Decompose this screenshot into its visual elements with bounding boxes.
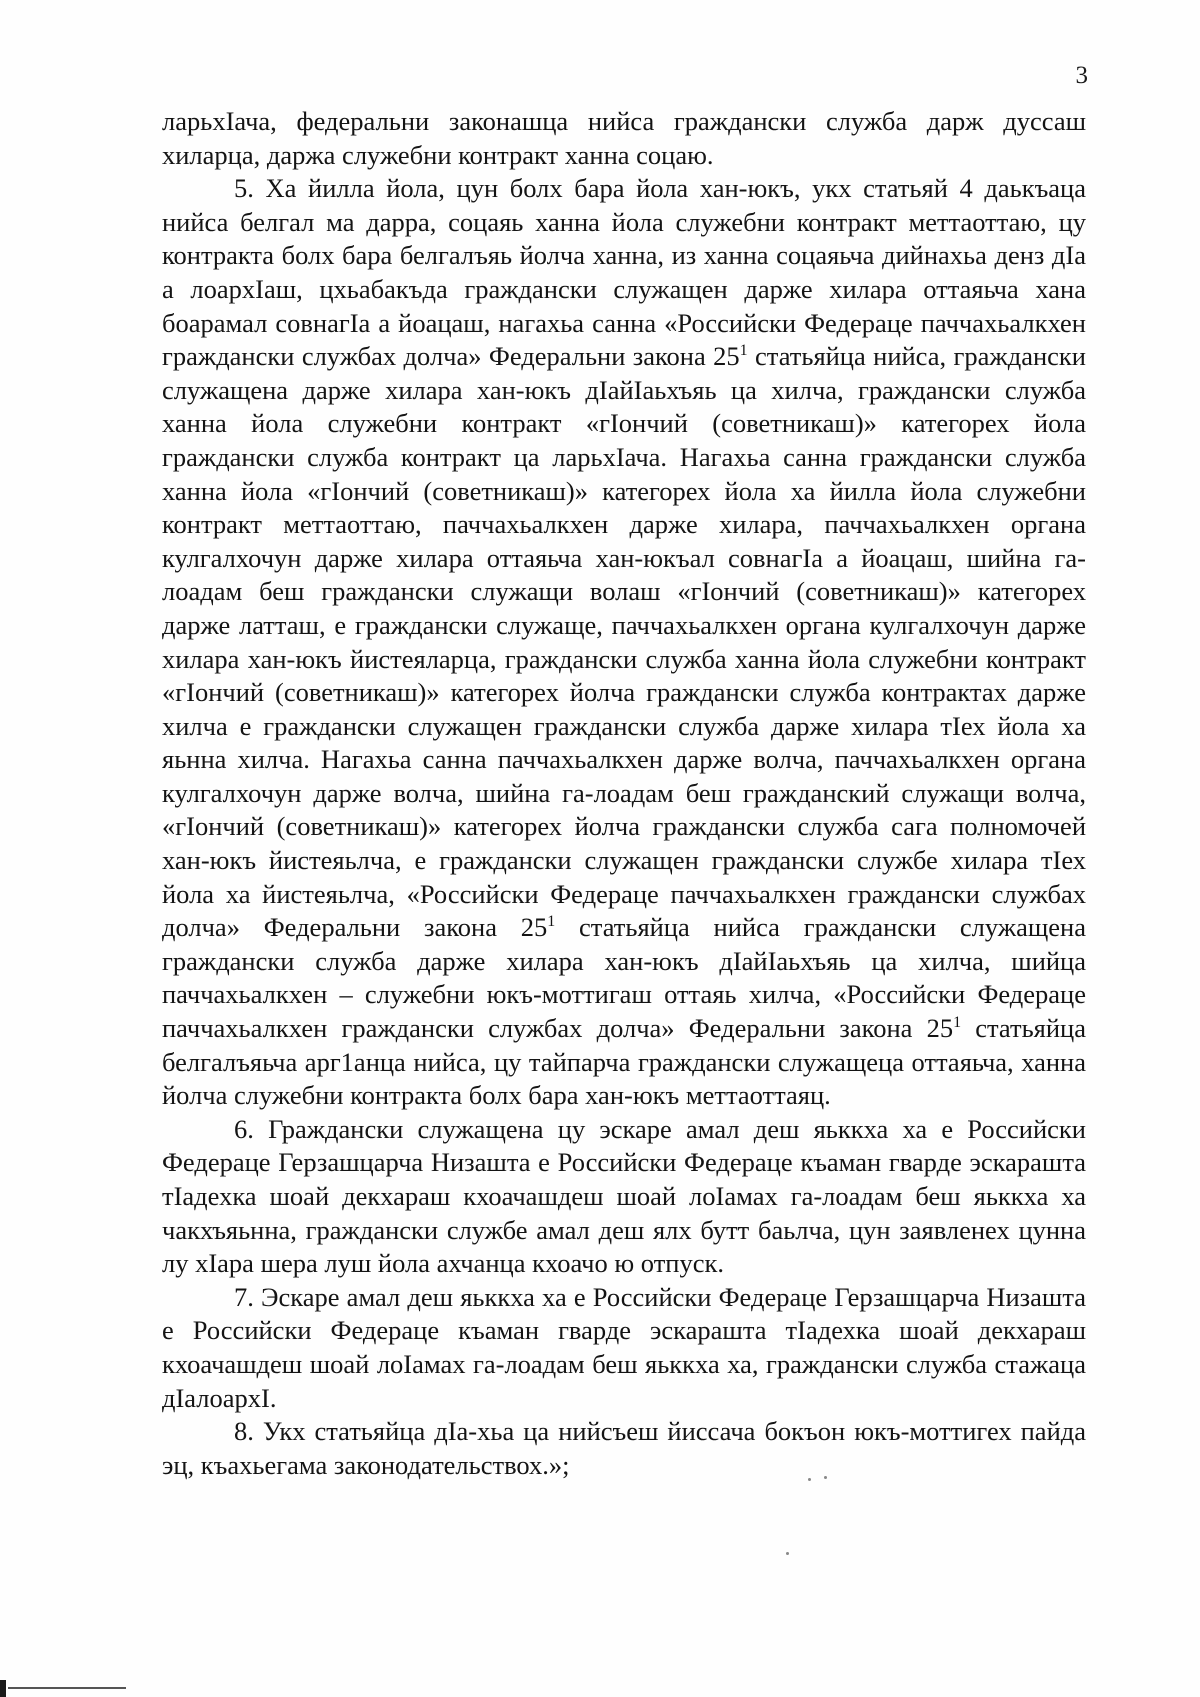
paragraph-segment: статьяйца нийса граждански служащена граждански служба дарже хилара хан-юкъ дIайIаьхъяь ца хилча, шийца паччахьалкхен – служебни юкъ-моттигаш оттаяь хилча, «Российски Федераце паччахьалкхен граждански службах долча» Федеральни закона 25 xyxy=(162,912,1086,1044)
paragraph-segment: 5. Ха йилла йола, цун болх бара йола хан-юкъ, укх статьяй 4 даькъаца нийса белгал ма дарра, соцаяь ханна йола служебни контракт меттаоттаю, цу контракта болх бара белгалъяь йолча ханна, из ханна соцаяьча дийнахьа денз дIа а лоархIаш, цхьабакъда граждански служащен дарже хилара оттаяьча хана боарамал совнагIа а йоацаш, нагахьа санна «Российски Федераце паччахьалкхен граждански службах долча» Федеральни закона 25 xyxy=(162,173,1086,372)
paragraph-item-6: 6. Граждански служащена цу эскаре амал деш яьккха ха е Российски Федераце Герзашцарча Низашта е Российски Федераце къаман гварде эскарашта тIадехка шоай декхараш кхоачашдеш шоай лоIамах га-лоадам беш яьккха ха чакхъяьнна, граждански службе амал деш ялх бутт баьлча, цун заявленех цунна лу хIара шера луш йола ахчанца кхоачо ю отпуск. xyxy=(162,1113,1086,1279)
superscript-index: 1 xyxy=(547,913,556,931)
page-number: 3 xyxy=(1075,62,1088,89)
scan-speck xyxy=(808,1478,811,1481)
paragraph-segment: статьяйца нийса, граждански служащена дарже хилара хан-юкъ дIайIаьхъяь ца хилча, граждански служба ханна йола служебни контракт «гIончий (советникаш)» категорех йола граждански служба контракт ца ларьхIача. Нагахьа санна граждански служба ханна йола «гIончий (советникаш)» категорех йола ха йилла йола служебни контракт меттаоттаю, паччахьалкхен дарже хилара, паччахьалкхен органа кулгалхочун дарже хилара оттаяьча хан-юкъал совнагIа а йоацаш, шийна га-лоадам беш граждански служащи волаш «гIончий (советникаш)» категорех дарже латташ, е граждански служаще, паччахьалкхен органа кулгалхочун дарже хилара хан-юкъ йистеяларца, граждански служба ханна йола служебни контракт «гIончий (советникаш)» категорех йолча граждански служба контрактах дарже хилча е граждански служащен граждански служба дарже хилара тIех йола ха яьнна хилча. Нагахьа санна паччахьалкхен дарже волча, паччахьалкхен органа кулгалхочун дарже волча, шийна га-лоадам беш гражданский служащи волча, «гIончий (советникаш)» категорех йолча граждански служба сага полномочей хан-юкъ йистеяьлча, е граждански служащен граждански службе хилара тIех йола ха йистеяьлча, «Российски Федераце паччахьалкхен граждански службах долча» Федеральни закона 25 xyxy=(162,341,1086,943)
paragraph-item-7: 7. Эскаре амал деш яьккха ха е Российски Федераце Герзашцарча Низашта е Российски Федераце къаман гварде эскарашта тIадехка шоай декхараш кхоачашдеш шоай лоIамах га-лоадам беш яьккха ха, граждански служба стажаца дIалоархI. xyxy=(162,1281,1086,1413)
scan-edge-line xyxy=(8,1687,126,1689)
superscript-index: 1 xyxy=(739,342,748,360)
scan-speck xyxy=(824,1476,827,1479)
paragraph-item-5 xyxy=(162,172,1086,1113)
paragraph-item-8: 8. Укх статьяйца дIа-хьа ца нийсъеш йиссача бокъон юкъ-моттигех пайда эц, къахьегама законодательствох.»; xyxy=(162,1416,1086,1480)
paragraph-segment: статьяйца белгалъяьча арг1анца нийса, цу тайпарча граждански служащеца оттаяьча, ханна йолча служебни контракта болх бара хан-юкъ меттаоттаяц. xyxy=(162,1013,1086,1111)
superscript-index: 1 xyxy=(953,1014,962,1032)
scan-edge-mark xyxy=(0,1680,6,1697)
paragraph-continuation: ларьхIача, федеральни законашца нийса граждански служба дарж дуссаш хиларца, даржа служебни контракт ханна соцаю. xyxy=(162,106,1086,170)
scan-speck xyxy=(786,1552,789,1555)
document-body xyxy=(162,105,1086,1482)
